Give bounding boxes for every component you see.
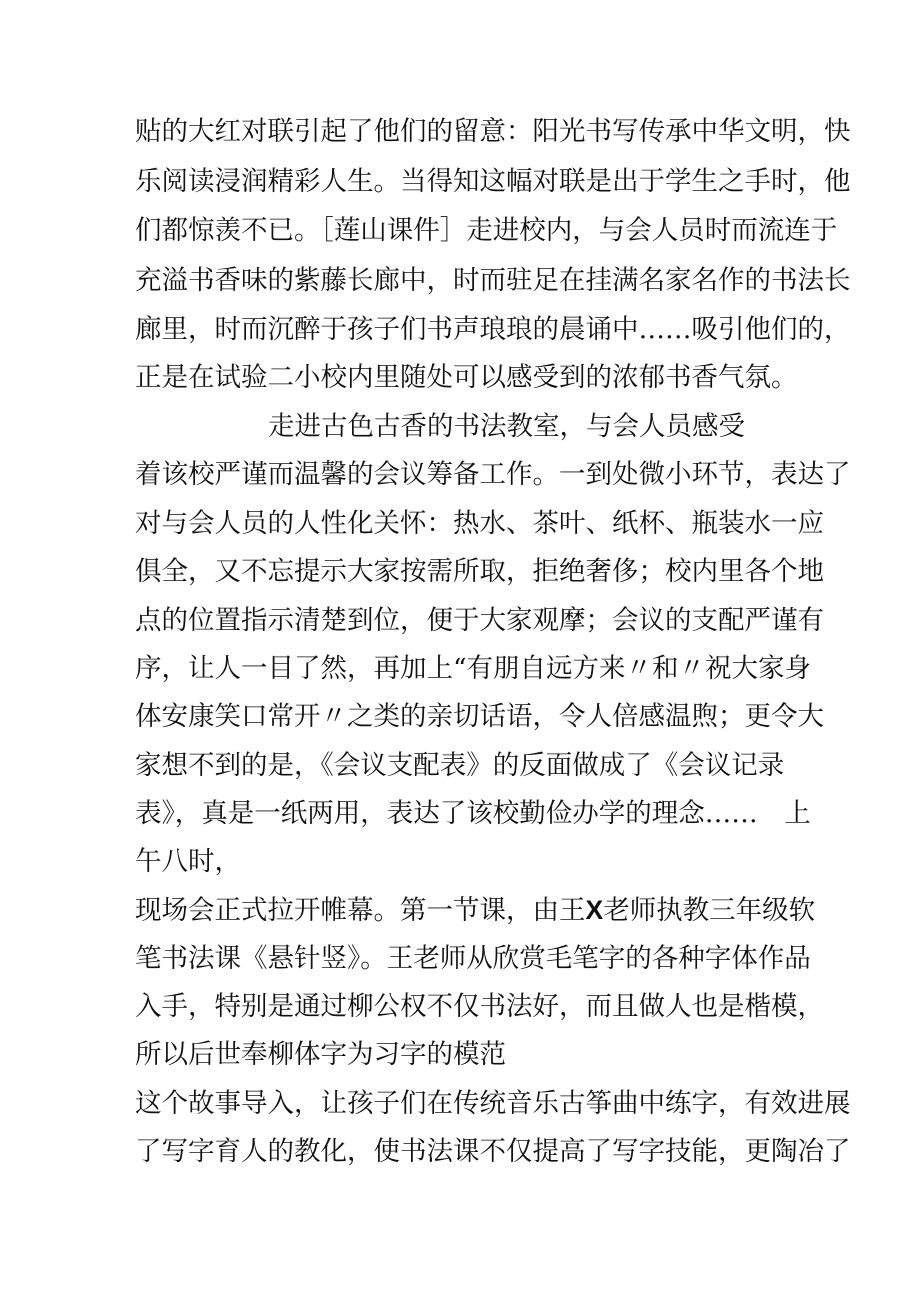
text-line-13: 体安康笑口常开〃之类的亲切话语，令人倍感温煦；更令大	[135, 701, 824, 732]
text-line-16: 午八时，	[135, 846, 241, 877]
text-line-3: 们都惊羡不已。［莲山课件］走进校内，与会人员时而流连于	[135, 215, 838, 246]
text-line-17-after: 老师执教三年级软	[603, 895, 816, 926]
text-line-14: 家想不到的是，《会议支配表》的反面做成了《会议记录	[135, 750, 785, 781]
text-line-5: 廊里，时而沉醉于孩子们书声琅琅的晨诵中……吸引他们的，	[135, 314, 851, 345]
text-line-21: 这个故事导入，让孩子们在传统音乐古筝曲中练字，有效进展	[135, 1088, 851, 1119]
text-line-11: 点的位置指示清楚到位，便于大家观摩；会议的支配严谨有	[135, 605, 824, 636]
text-line-1: 贴的大红对联引起了他们的留意：阳光书写传承中华文明，快	[135, 116, 851, 147]
text-line-10: 俱全，又不忘提示大家按需所取，拒绝奢侈；校内里各个地	[135, 556, 824, 587]
teacher-initial: X	[585, 895, 604, 925]
text-line-4: 充溢书香味的紫藤长廊中，时而驻足在挂满名家名作的书法长	[135, 265, 851, 296]
text-line-20: 所以后世奉柳体字为习字的模范	[135, 1039, 506, 1070]
text-line-15: 表》，真是一纸两用，表达了该校勤俭办学的理念…… 上	[135, 798, 811, 829]
text-line-22: 了写字育人的教化，使书法课不仅提高了写字技能，更陶冶了	[135, 1136, 851, 1167]
text-line-17	[135, 891, 815, 930]
text-line-18: 笔书法课《悬针竖》。王老师从欣赏毛笔字的各种字体作品	[135, 943, 811, 974]
text-line-12: 序，让人一目了然，再加上“有朋自远方来〃和〃祝大家身	[135, 653, 812, 684]
text-line-19: 入手，特别是通过柳公权不仅书法好，而且做人也是楷模，	[135, 991, 824, 1022]
text-line-7-indented: 走进古色古香的书法教室，与会人员感受	[268, 411, 745, 442]
text-line-8: 着该校严谨而温馨的会议筹备工作。一到处微小环节，表达了	[135, 459, 851, 490]
text-line-6: 正是在试验二小校内里随处可以感受到的浓郁书香气氛。	[135, 362, 798, 393]
text-line-2: 乐阅读浸润精彩人生。当得知这幅对联是出于学生之手时，他	[135, 166, 851, 197]
text-line-9: 对与会人员的人性化关怀：热水、茶叶、纸杯、瓶装水一应	[135, 508, 824, 539]
text-line-17-before: 现场会正式拉开帷幕。第一节课，由王	[135, 895, 586, 926]
